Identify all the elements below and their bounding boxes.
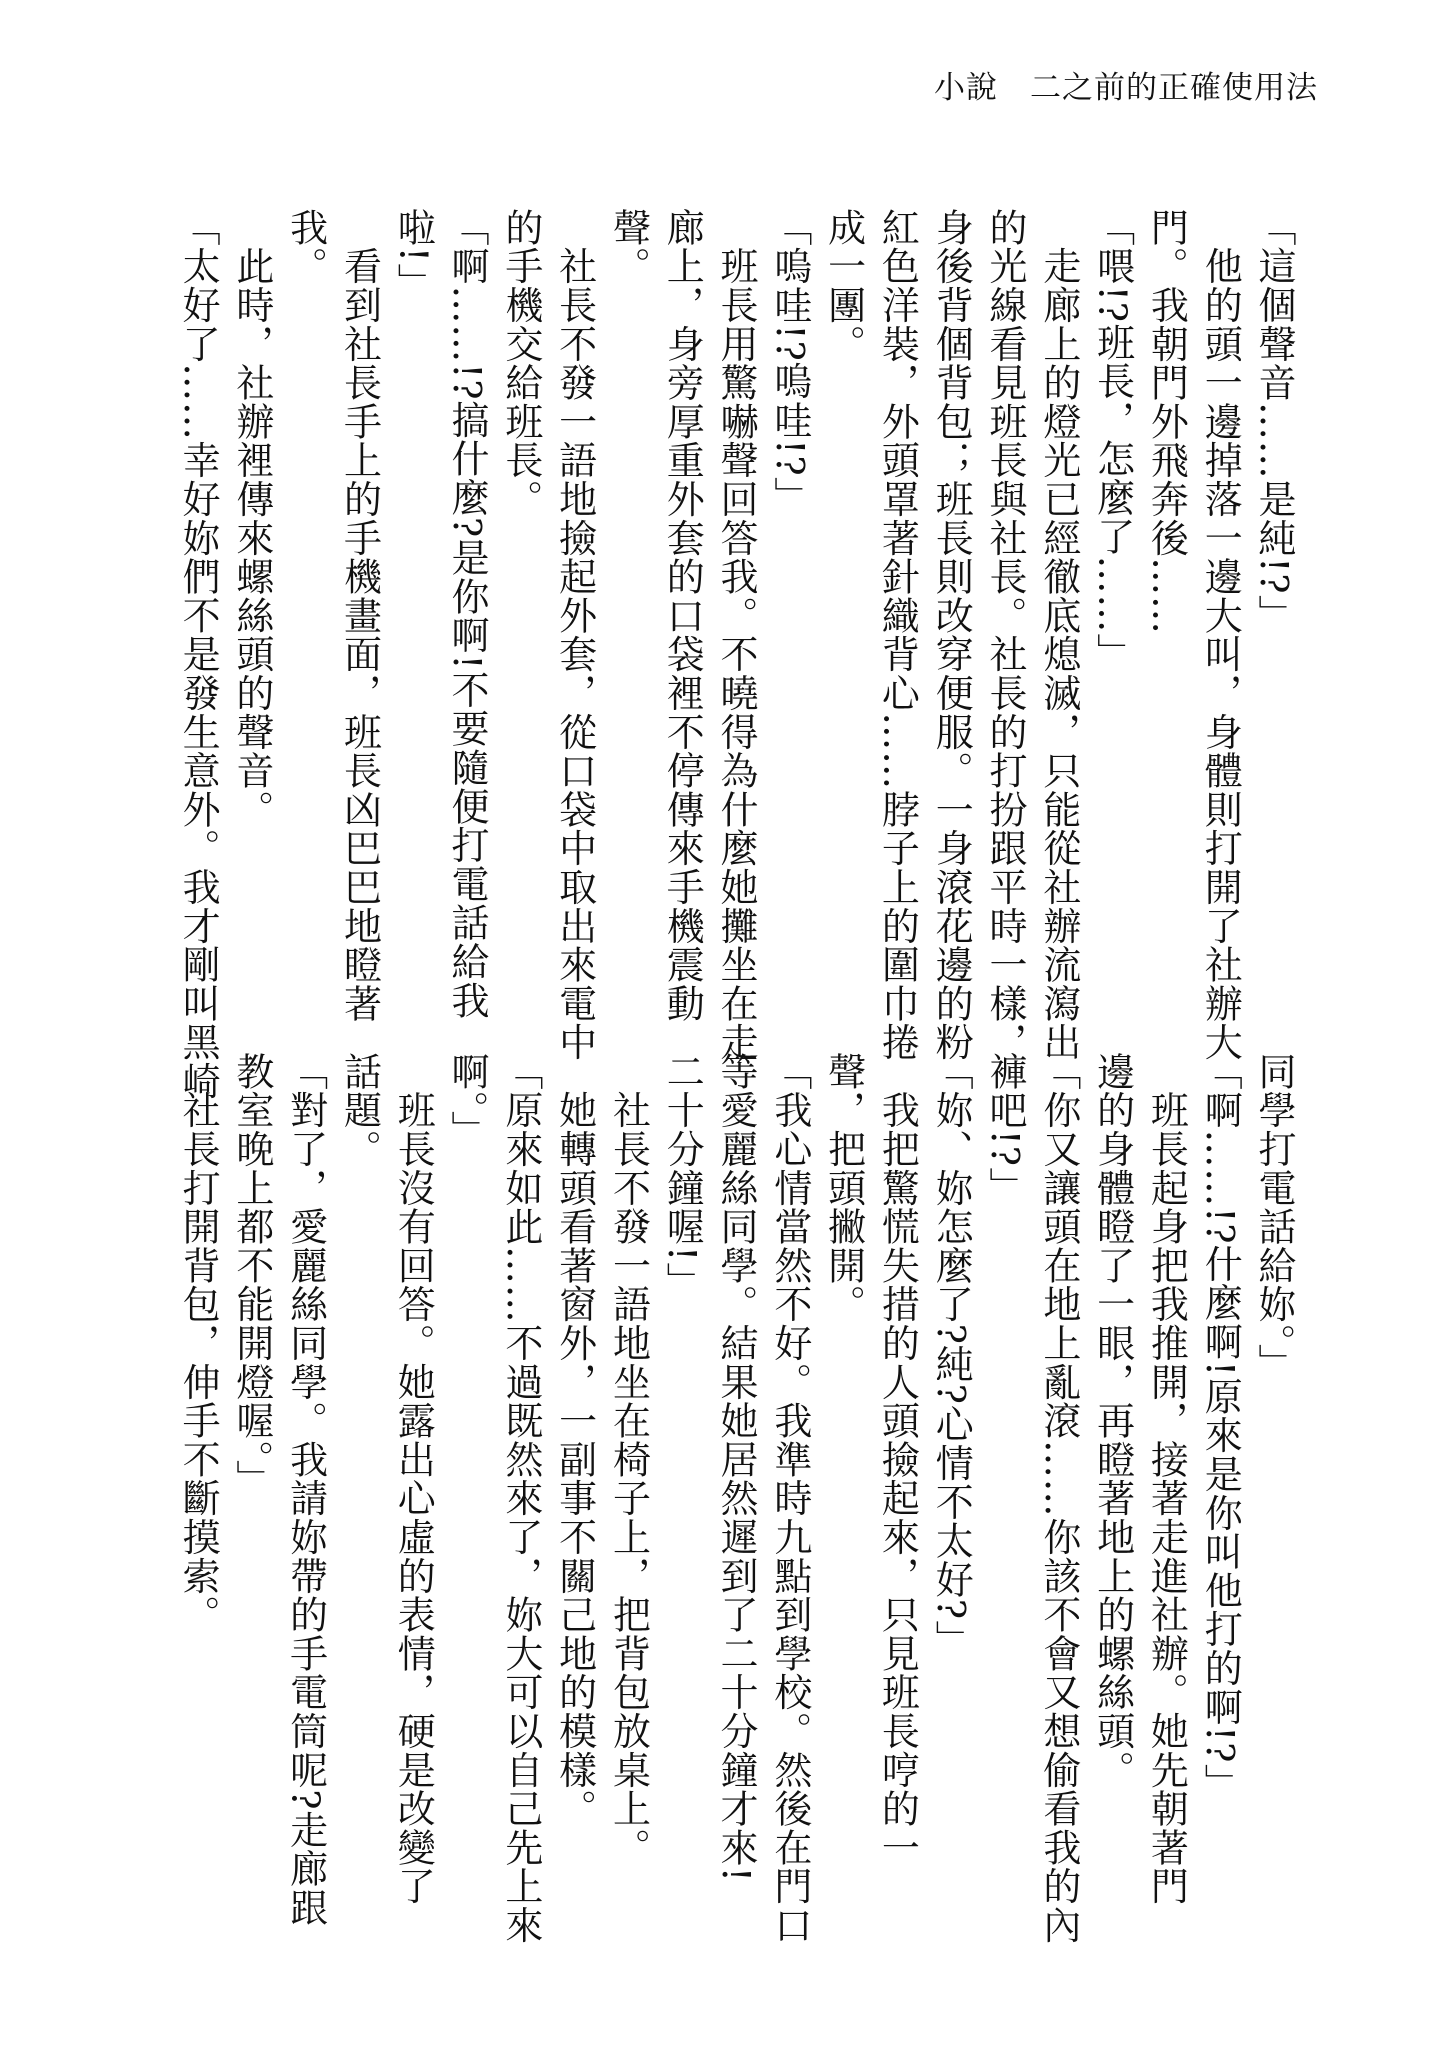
text-line: 「我心情當然不好。我準時九點到學校。然後在門口 [767,1052,812,1945]
text-line: 我。 [283,208,328,286]
text-line: 「啊……!?什麼啊!原來是你叫他打的啊!?」 [1198,1052,1243,1803]
text-line: 啊。」 [445,1052,490,1150]
text-line: 此時，社辦裡傳來螺絲頭的聲音。 [229,208,274,829]
text-line: 走廊上的燈光已經徹底熄滅，只能從社辦流瀉出 [1036,208,1081,1062]
text-line: 班長起身把我推開，接著走進社辦。她先朝著門 [1144,1052,1189,1906]
text-line: 他的頭一邊掉落一邊大叫，身體則打開了社辦大 [1198,208,1243,1062]
text-line: 廊上，身旁厚重外套的口袋裡不停傳來手機震動 [660,208,705,1023]
text-line: 教室晚上都不能開燈喔。」 [229,1052,274,1499]
text-line: 班長沒有回答。她露出心虛的表情，硬是改變了 [391,1052,436,1906]
text-line: 啦!」 [391,208,436,302]
text-line: 身後背個背包；班長則改穿便服。一身滾花邊的粉 [929,208,974,1062]
text-line: 「對了，愛麗絲同學。我請妳帶的手電筒呢?走廊跟 [283,1052,328,1927]
text-block-top [160,208,1300,1101]
text-line: 邊的身體瞪了一眼，再瞪著地上的螺絲頭。 [1090,1052,1135,1790]
text-line: 社長打開背包，伸手不斷摸索。 [176,1052,221,1634]
text-line: 等愛麗絲同學。結果她居然遲到了二十分鐘才來! [714,1052,759,1883]
text-line: 「啊……!?搞什麼?是你啊!不要隨便打電話給我 [445,208,490,1020]
text-line: 的手機交給班長。 [498,208,543,519]
text-line: 班長用驚嚇聲回答我。不曉得為什麼她攤坐在走 [714,208,759,1062]
text-line: 「嗚哇!?嗚哇!?」 [767,208,812,516]
text-block-bottom [160,1052,1300,1945]
text-line: 成一團。 [821,208,866,364]
text-line: 聲，把頭撇開。 [821,1052,866,1324]
text-line: 的光線看見班長與社長。社長的打扮跟平時一樣， [983,208,1028,1062]
text-line: 「妳、妳怎麼了?純?心情不太好?」 [929,1052,974,1659]
text-line: 話題。 [337,1052,382,1169]
running-header: 小說 二之前的正確使用法 [934,70,1318,106]
text-line: 褲吧!?」 [983,1052,1028,1206]
text-line: 「你又讓頭在地上亂滾……你該不會又想偷看我的內 [1036,1052,1081,1945]
text-line: 我把驚慌失措的人頭撿起來，只見班長哼的一 [875,1052,920,1867]
text-line: 聲。 [606,208,651,286]
text-line: 二十分鐘喔!」 [660,1052,705,1301]
text-line: 「這個聲音……是純!?」 [1252,208,1296,634]
text-line: 同學打電話給妳。」 [1252,1052,1296,1383]
text-line: 「太好了……幸好妳們不是發生意外。我才剛叫黑崎 [176,208,221,1101]
text-line: 社長不發一語地撿起外套，從口袋中取出來電中 [552,208,597,1062]
text-line: 紅色洋裝，外頭罩著針織背心……脖子上的圍巾捲 [875,208,920,1062]
text-line: 門。我朝門外飛奔後…… [1144,208,1189,635]
text-line: 「喂!?班長，怎麼了……」 [1090,208,1135,673]
text-line: 社長不發一語地坐在椅子上，把背包放桌上。 [606,1052,651,1867]
text-line: 「原來如此……不過既然來了，妳大可以自己先上來 [498,1052,543,1945]
text-line: 她轉頭看著窗外，一副事不關己地的模樣。 [552,1052,597,1828]
text-line: 看到社長手上的手機畫面，班長凶巴巴地瞪著 [337,208,382,1023]
